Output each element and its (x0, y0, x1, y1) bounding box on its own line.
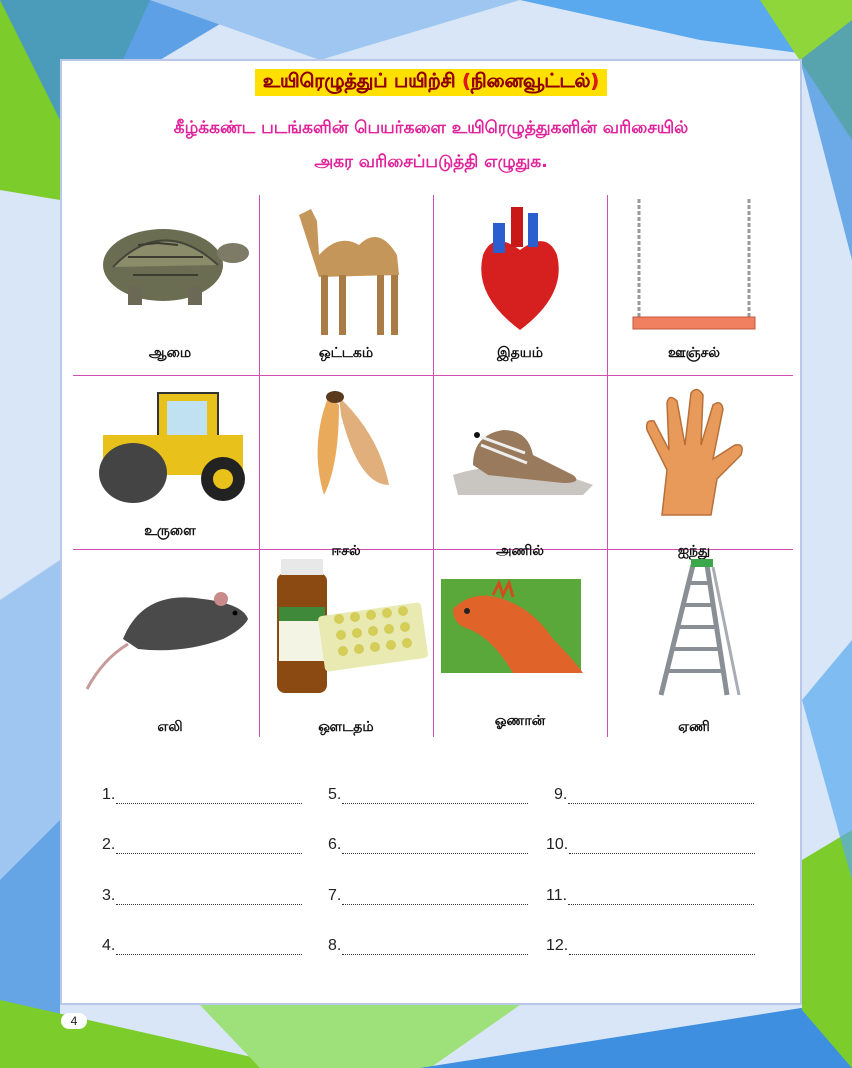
worksheet (60, 59, 802, 1005)
rat-icon (83, 549, 257, 697)
tortoise-icon (83, 195, 257, 343)
picture-label: ஈசல் (331, 543, 361, 559)
picture-cell (83, 375, 257, 555)
road-roller-icon (83, 375, 257, 523)
page-title: உயிரெழுத்துப் பயிற்சி (நினைவூட்டல்) (255, 69, 607, 96)
answer-line[interactable] (328, 836, 528, 854)
picture-cell (433, 195, 607, 375)
picture-cell (607, 195, 781, 375)
answer-line[interactable] (328, 937, 528, 955)
answer-line[interactable] (102, 887, 302, 905)
answer-number: 5. (328, 786, 342, 803)
camel-icon (259, 195, 433, 343)
picture-label: இதயம் (496, 345, 543, 361)
picture-label: ஏணி (678, 719, 710, 735)
picture-label: அணில் (495, 543, 544, 559)
picture-cell (433, 549, 607, 729)
squirrel-icon (433, 375, 607, 523)
picture-label: ஔடதம் (318, 719, 374, 735)
picture-label: ஐந்து (677, 543, 711, 559)
answer-line[interactable] (546, 887, 754, 905)
picture-cell (259, 195, 433, 375)
page-number: 4 (61, 1013, 87, 1029)
answer-number: 12. (546, 937, 569, 954)
winged-termite-icon (259, 375, 433, 523)
picture-label: ஒட்டகம் (318, 345, 374, 361)
picture-cell (83, 549, 257, 735)
answer-line[interactable] (546, 836, 755, 854)
answer-number: 9. (554, 786, 568, 803)
answer-number: 7. (328, 887, 342, 904)
answer-line[interactable] (102, 836, 302, 854)
picture-label: ஊஞ்சல் (667, 345, 721, 361)
answer-line[interactable] (102, 786, 302, 804)
answer-line[interactable] (328, 786, 528, 804)
answer-number: 4. (102, 937, 116, 954)
picture-cell (607, 549, 781, 735)
answer-line[interactable] (328, 887, 528, 905)
picture-cell (607, 375, 781, 559)
swing-icon (607, 195, 781, 343)
picture-label: ஆமை (148, 345, 192, 361)
answer-number: 6. (328, 836, 342, 853)
picture-label: ஓணான் (494, 713, 546, 729)
answer-number: 3. (102, 887, 116, 904)
picture-grid (73, 195, 793, 737)
ladder-icon (607, 549, 781, 697)
medicine-icon (259, 549, 433, 697)
answer-number: 2. (102, 836, 116, 853)
instruction-line-1: கீழ்க்கண்ட படங்களின் பெயர்களை உயிரெழுத்துகளின் வரிசையில் (173, 118, 689, 138)
instruction (62, 111, 800, 179)
answer-line[interactable] (102, 937, 302, 955)
heart-icon (433, 195, 607, 343)
answer-line[interactable] (546, 937, 755, 955)
answer-number: 11. (546, 887, 568, 904)
answer-number: 1. (102, 786, 116, 803)
picture-cell (83, 195, 257, 375)
hand-five-icon (607, 375, 781, 523)
answer-number: 8. (328, 937, 342, 954)
picture-label: எலி (157, 719, 183, 735)
picture-cell (259, 375, 433, 559)
answer-line[interactable] (554, 786, 754, 804)
picture-cell (433, 375, 607, 559)
instruction-line-2: அகர வரிசைப்படுத்தி எழுதுக. (314, 152, 548, 172)
picture-cell (259, 549, 433, 735)
picture-label: உருளை (144, 523, 196, 539)
answer-number: 10. (546, 836, 569, 853)
lizard-icon (433, 549, 607, 697)
